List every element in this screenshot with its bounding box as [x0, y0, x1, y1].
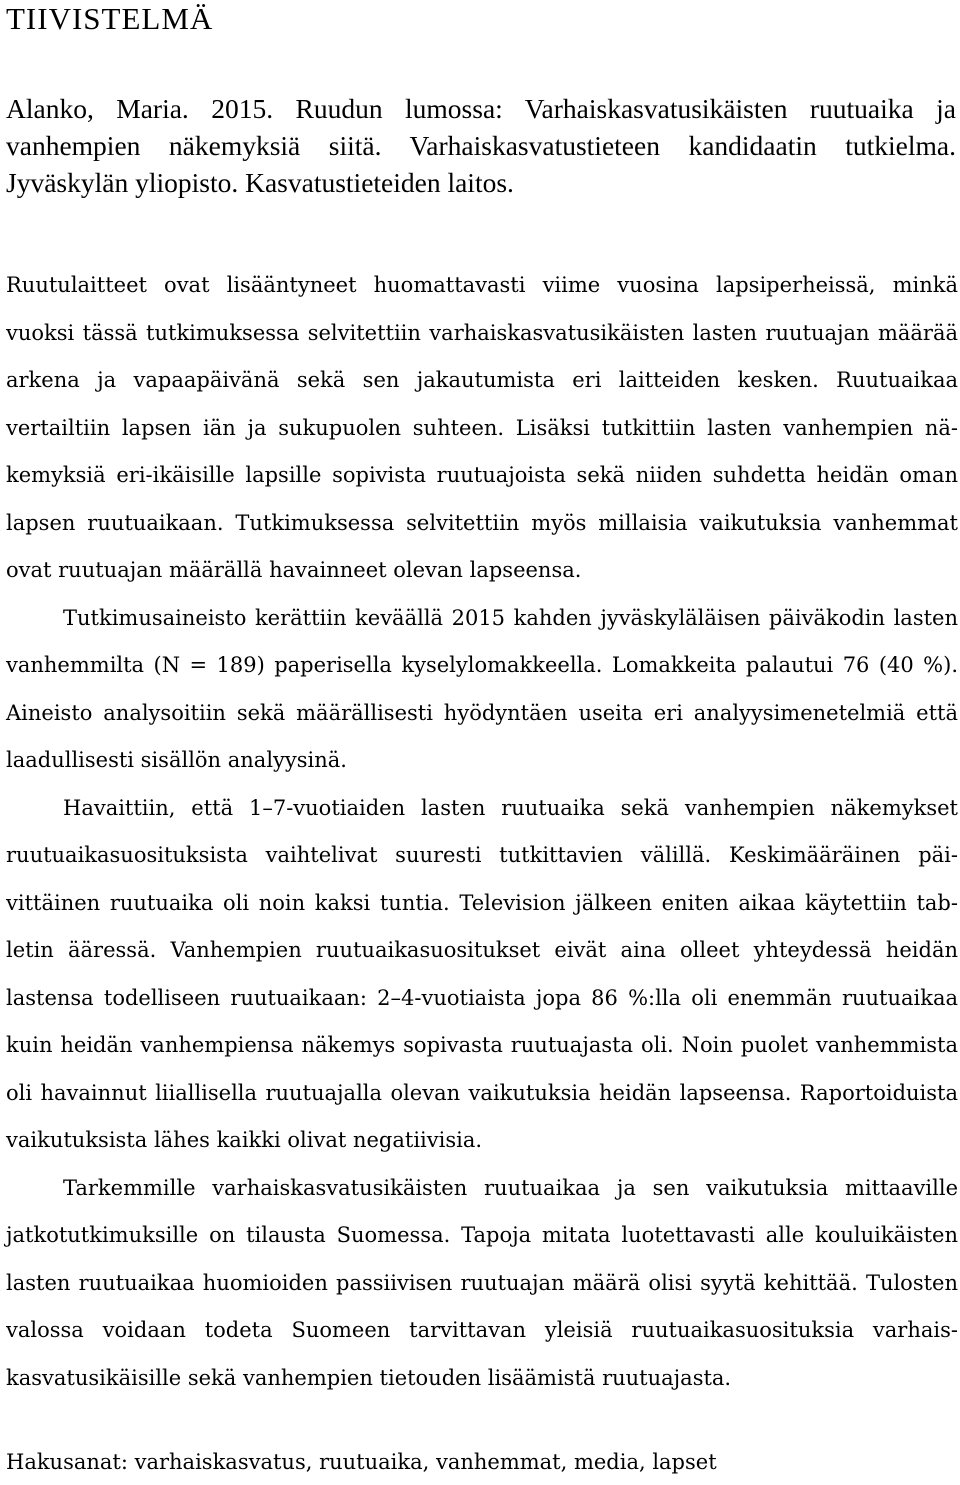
- bibliographic-reference: Alanko, Maria. 2015. Ruudun lumossa: Varhaiskasvatusikäisten ruutuaika ja vanhempien näkemyksiä siitä. Varhaiskasvatustieteen kandidaatin tutkielma. Jyväskylän yliopisto. Kasvatustieteiden laitos.: [6, 93, 956, 198]
- abstract-paragraph-2: Tutkimusaineisto kerättiin keväällä 2015 kahden jyväskyläläisen päiväkodin lasten vanhemmilta (N = 189) paperisella kyselylomakkeella. Lomakkeita palautui 76 (40 %). Aineisto analysoitiin sekä määrällisesti hyödyntäen useita eri analyysimenetelmiä että laadullisesti sisällön analyysinä.: [6, 605, 958, 772]
- abstract-paragraph-4: Tarkemmille varhaiskasvatusikäisten ruutuaikaa ja sen vaikutuksia mittaaville jatkotutkimuksille on tilausta Suomessa. Tapoja mitata luotettavasti alle kouluikäisten lasten ruutuaikaa huomioiden passiivisen ruutuajan määrä olisi syytä kehittää. Tulosten valossa voidaan todeta Suomeen tarvittavan yleisiä ruutuaikasuosituksia varhaiskasvatusikäisille sekä vanhempien tietouden lisäämistä ruutuajasta.: [6, 1175, 958, 1390]
- keywords-line: Hakusanat: varhaiskasvatus, ruutuaika, vanhemmat, media, lapset: [6, 1450, 717, 1474]
- abstract-body: [6, 262, 958, 1402]
- page-title: TIIVISTELMÄ: [6, 1, 214, 36]
- abstract-paragraph-3: Havaittiin, että 1–7-vuotiaiden lasten ruutuaika sekä vanhempien näkemykset ruutuaikasuosituksista vaihtelivat suuresti tutkittavien välillä. Keskimääräinen päivittäinen ruutuaika oli noin kaksi tuntia. Television jälkeen eniten aikaa käytettiin tabletin ääressä. Vanhempien ruutuaikasuositukset eivät aina olleet yhteydessä heidän lastensa todelliseen ruutuaikaan: 2–4-vuotiaista jopa 86 %:lla oli enemmän ruutuaikaa kuin heidän vanhempiensa näkemys sopivasta ruutuajasta oli. Noin puolet vanhemmista oli havainnut liiallisella ruutuajalla olevan vaikutuksia heidän lapseensa. Raportoiduista vaikutuksista lähes kaikki olivat negatiivisia.: [6, 795, 958, 1152]
- abstract-paragraph-1: Ruutulaitteet ovat lisääntyneet huomattavasti viime vuosina lapsiperheissä, minkä vuoksi tässä tutkimuksessa selvitettiin varhaiskasvatusikäisten lasten ruutuajan määrää arkena ja vapaapäivänä sekä sen jakautumista eri laitteiden kesken. Ruutuaikaa vertailtiin lapsen iän ja sukupuolen suhteen. Lisäksi tutkittiin lasten vanhempien näkemyksiä eri-ikäisille lapsille sopivista ruutuajoista sekä niiden suhdetta heidän oman lapsen ruutuaikaan. Tutkimuksessa selvitettiin myös millaisia vaikutuksia vanhemmat ovat ruutuajan määrällä havainneet olevan lapseensa.: [6, 273, 958, 582]
